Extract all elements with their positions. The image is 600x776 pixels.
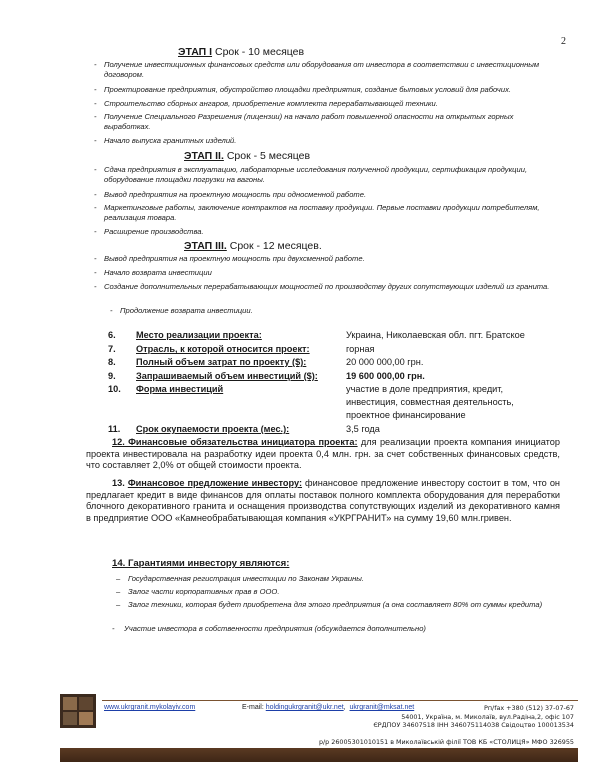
footer-contacts: Рп/fax +380 (512) 37-07-67 54001, Україна, м. Миколаїв, вул.Радіна,2, офіс 107 ЄРДПОУ 34607518 ІНН 346075114038 Свідоцтво 100013534 <box>373 704 574 730</box>
footer-email: E-mail: holdingukrgranit@ukr.net, ukrgranit@mksat.net <box>242 704 415 711</box>
footer-website-link[interactable]: www.ukrgranit.mykolayiv.com <box>104 704 196 711</box>
list-item: – Залог части корпоративных прав в ООО. <box>116 587 280 596</box>
email-link-2[interactable]: ukrgranit@mksat.net <box>349 704 415 711</box>
stage-3-heading <box>184 240 322 252</box>
paragraph-13: 13. Финансовое предложение инвестору: финансовое предложение инвестору состоит в том, что он предлагает кредит в виде финансов для оплаты поставок полного комплекта оборудования для переработки блочного декоративного гранита и оснащения производства сопутствующих изделий из декоративного камня в предприятие ООО «Камнеобрабатывающая компания «УКРГРАНИТ» на сумму 19,60 млн.гривен. <box>86 478 561 523</box>
email-link-1[interactable]: holdingukrgranit@ukr.net <box>265 704 344 711</box>
list-item: - Строительство сборных ангаров, приобретение комплекта перерабатывающей техники. <box>94 99 438 108</box>
list-item: - Участие инвестора в собственности предприятия (обсуждается дополнительно) <box>112 624 426 633</box>
list-item: - Проектирование предприятия, обустройство площадки предприятия, создание бытовых условий для рабочих. <box>94 85 511 94</box>
stage-1-heading <box>178 46 304 58</box>
list-item: - Маркетинговые работы, заключение контрактов на поставку продукции. Первые поставки продукции потребителям, реализация товара. <box>94 203 540 222</box>
list-item: - Сдача предприятия в эксплуатацию, лабораторные исследования полученной продукции, сертификация продукции, оборудование площадки погрузки на вагоны. <box>94 165 528 184</box>
stage-1-title: ЭТАП I <box>178 46 213 58</box>
stage-2-term: Срок - 5 месяцев <box>226 150 311 162</box>
stage-3-title: ЭТАП III. <box>184 240 227 252</box>
list-item: - Начало выпуска гранитных изделий. <box>94 136 237 145</box>
list-subitem: - Продолжение возврата инвестиции. <box>110 306 253 315</box>
page-number: 2 <box>561 36 566 47</box>
list-item: - Расширение производства. <box>94 227 204 236</box>
list-item: - Создание дополнительных перерабатывающих мощностей по производству других сопутствующих изделий из гранита. <box>94 282 550 291</box>
footer-bank-details: р/р 26005301010151 в Миколаївській філії ТОВ КБ «СТОЛИЦЯ» МФО 326955 <box>318 738 574 746</box>
company-logo <box>60 694 96 728</box>
stage-2-title: ЭТАП II. <box>184 150 224 162</box>
list-item: - Получение Специального Разрешения (лицензии) на начало работ повышенной опасности на открытых горных выработках. <box>94 112 514 131</box>
list-item: - Получение инвестиционных финансовых средств или оборудования от инвестора в соответствии с инвестиционным договором. <box>94 60 540 79</box>
list-item: – Государственная регистрация инвестиции по Законам Украины. <box>116 574 365 583</box>
footer-divider <box>102 700 578 701</box>
stage-1-term: Срок - 10 месяцев <box>214 46 305 58</box>
list-item: - Вывод предприятия на проектную мощность при двухсменной работе. <box>94 254 365 263</box>
stage-3-term: Срок - 12 месяцев. <box>229 240 322 252</box>
footer-bar <box>60 748 578 762</box>
list-item: – Залог техники, которая будет приобретена для этого предприятия (а она составляет 80% от суммы кредита) <box>116 600 543 609</box>
list-item: - Начало возврата инвестиции <box>94 268 212 277</box>
list-item: - Вывод предприятия на проектную мощность при односменной работе. <box>94 190 367 199</box>
paragraph-12: 12. Финансовые обязательства инициатора проекта: для реализации проекта компания инициатор проекта инвестировала на разработку идеи проекта 0,4 млн. грн. за счет собственных финансовых средств, что составляет 2,0% от общей стоимости проекта. <box>86 437 560 471</box>
guarantees-heading: 14. Гарантиями инвестору являются: <box>112 558 290 569</box>
stage-2-heading <box>184 150 310 162</box>
